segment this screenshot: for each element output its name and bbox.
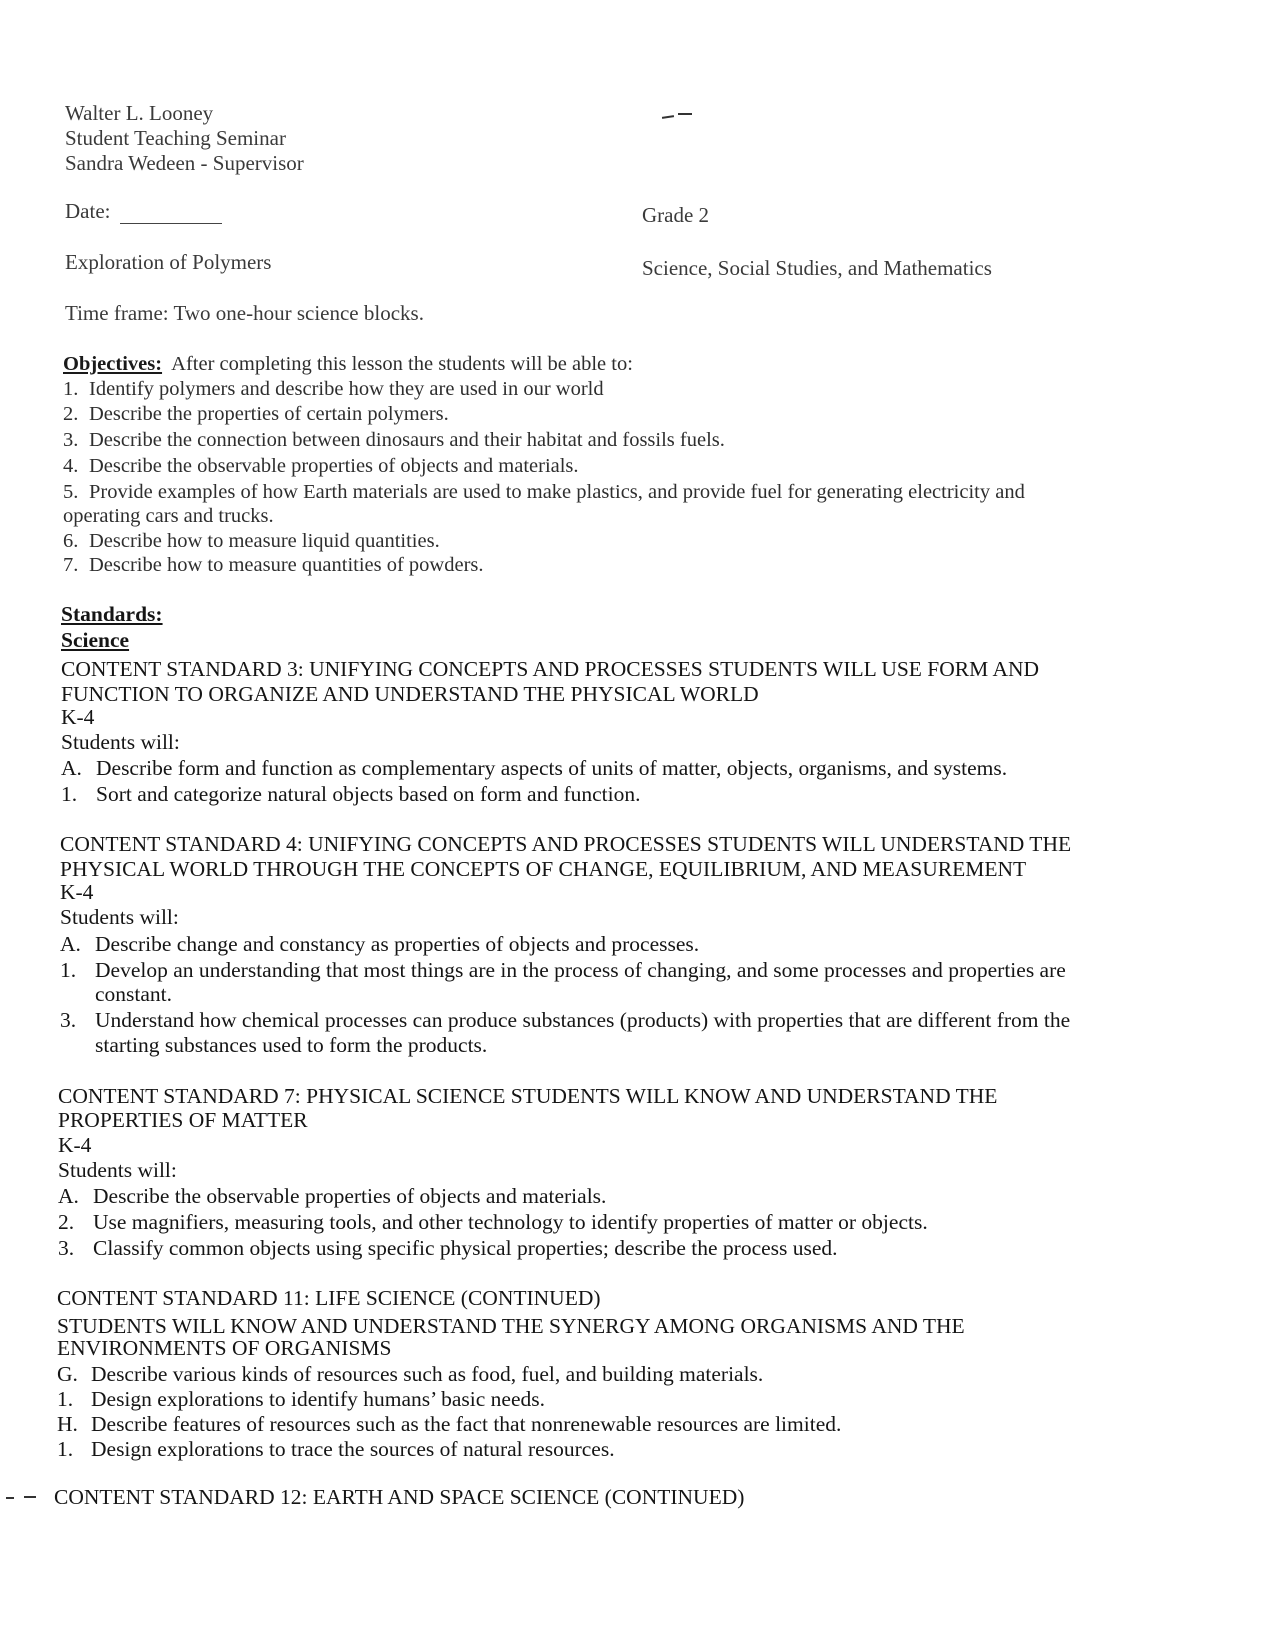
list-item: 3. Understand how chemical processes can produce substances (products) with properties that are different from the	[60, 1008, 1071, 1032]
list-item: 1. Design explorations to identify humans’ basic needs.	[57, 1387, 545, 1411]
list-item: 5. Provide examples of how Earth materials are used to make plastics, and provide fuel for generating electricity and	[63, 481, 1025, 503]
list-item: 6. Describe how to measure liquid quantities.	[63, 530, 440, 552]
list-item: H. Describe features of resources such as the fact that nonrenewable resources are limited.	[57, 1412, 842, 1436]
list-item: 1. Sort and categorize natural objects based on form and function.	[61, 782, 641, 806]
students-will-label: Students will:	[60, 905, 179, 929]
subjects-label: Science, Social Studies, and Mathematics	[642, 256, 992, 280]
list-item: 1. Identify polymers and describe how they are used in our world	[63, 378, 604, 400]
content-standard-4-title-cont: PHYSICAL WORLD THROUGH THE CONCEPTS OF CHANGE, EQUILIBRIUM, AND MEASUREMENT	[60, 857, 1027, 881]
grade-level: K-4	[60, 880, 94, 904]
objectives-intro-line	[63, 352, 633, 378]
list-item: G. Describe various kinds of resources such as food, fuel, and building materials.	[57, 1362, 764, 1386]
list-item: A. Describe change and constancy as properties of objects and processes.	[60, 932, 700, 956]
course-name: Student Teaching Seminar	[65, 126, 286, 150]
date-label: Date:	[65, 199, 111, 223]
grade-label: Grade 2	[642, 203, 710, 227]
content-standard-4-title: CONTENT STANDARD 4: UNIFYING CONCEPTS AND PROCESSES STUDENTS WILL UNDERSTAND THE	[60, 832, 1072, 856]
science-subheading: Science	[61, 628, 130, 652]
list-item: 3. Describe the connection between dinosaurs and their habitat and fossils fuels.	[63, 429, 725, 451]
list-item-continuation: starting substances used to form the products.	[95, 1033, 488, 1057]
date-blank-line	[120, 205, 222, 224]
content-standard-3-title-cont: FUNCTION TO ORGANIZE AND UNDERSTAND THE PHYSICAL WORLD	[61, 682, 759, 706]
list-item: 2. Describe the properties of certain polymers.	[63, 403, 449, 425]
list-item: 7. Describe how to measure quantities of powders.	[63, 554, 484, 576]
list-item: 2. Use magnifiers, measuring tools, and other technology to identify properties of matter or objects.	[58, 1210, 928, 1234]
list-item: 3. Classify common objects using specific physical properties; describe the process used.	[58, 1236, 838, 1260]
supervisor-name: Sandra Wedeen - Supervisor	[65, 151, 304, 175]
list-item: A. Describe form and function as complementary aspects of units of matter, objects, organisms, and systems.	[61, 756, 1008, 780]
list-item-continuation: constant.	[95, 982, 173, 1006]
content-standard-7-title-cont: PROPERTIES OF MATTER	[58, 1108, 308, 1132]
content-standard-11-title-cont: STUDENTS WILL KNOW AND UNDERSTAND THE SYNERGY AMONG ORGANISMS AND THE	[57, 1314, 965, 1338]
content-standard-3-title: CONTENT STANDARD 3: UNIFYING CONCEPTS AND PROCESSES STUDENTS WILL USE FORM AND	[61, 657, 1040, 681]
standards-heading: Standards:	[61, 602, 163, 626]
list-item: 1. Develop an understanding that most things are in the process of changing, and some processes and properties are	[60, 958, 1066, 982]
list-item: A. Describe the observable properties of objects and materials.	[58, 1184, 607, 1208]
objectives-intro: After completing this lesson the students will be able to:	[171, 353, 633, 375]
date-field	[65, 199, 222, 224]
stray-mark	[6, 1497, 14, 1499]
students-will-label: Students will:	[61, 730, 180, 754]
stray-mark	[24, 1496, 36, 1498]
content-standard-7-title: CONTENT STANDARD 7: PHYSICAL SCIENCE STUDENTS WILL KNOW AND UNDERSTAND THE	[58, 1084, 998, 1108]
list-item: 1. Design explorations to trace the sources of natural resources.	[57, 1437, 615, 1461]
objectives-heading: Objectives:	[63, 353, 163, 375]
grade-level: K-4	[58, 1133, 92, 1157]
stray-mark	[662, 115, 674, 119]
content-standard-12-title: CONTENT STANDARD 12: EARTH AND SPACE SCIENCE (CONTINUED)	[54, 1485, 745, 1509]
students-will-label: Students will:	[58, 1158, 177, 1182]
lesson-title: Exploration of Polymers	[65, 250, 272, 274]
content-standard-11-title: CONTENT STANDARD 11: LIFE SCIENCE (CONTINUED)	[57, 1286, 601, 1310]
list-item: 4. Describe the observable properties of objects and materials.	[63, 455, 579, 477]
grade-level: K-4	[61, 705, 95, 729]
time-frame: Time frame: Two one-hour science blocks.	[65, 301, 424, 325]
stray-mark	[678, 113, 692, 115]
author-name: Walter L. Looney	[65, 101, 214, 125]
list-item-continuation: operating cars and trucks.	[63, 505, 274, 527]
content-standard-11-title-cont: ENVIRONMENTS OF ORGANISMS	[57, 1336, 392, 1360]
